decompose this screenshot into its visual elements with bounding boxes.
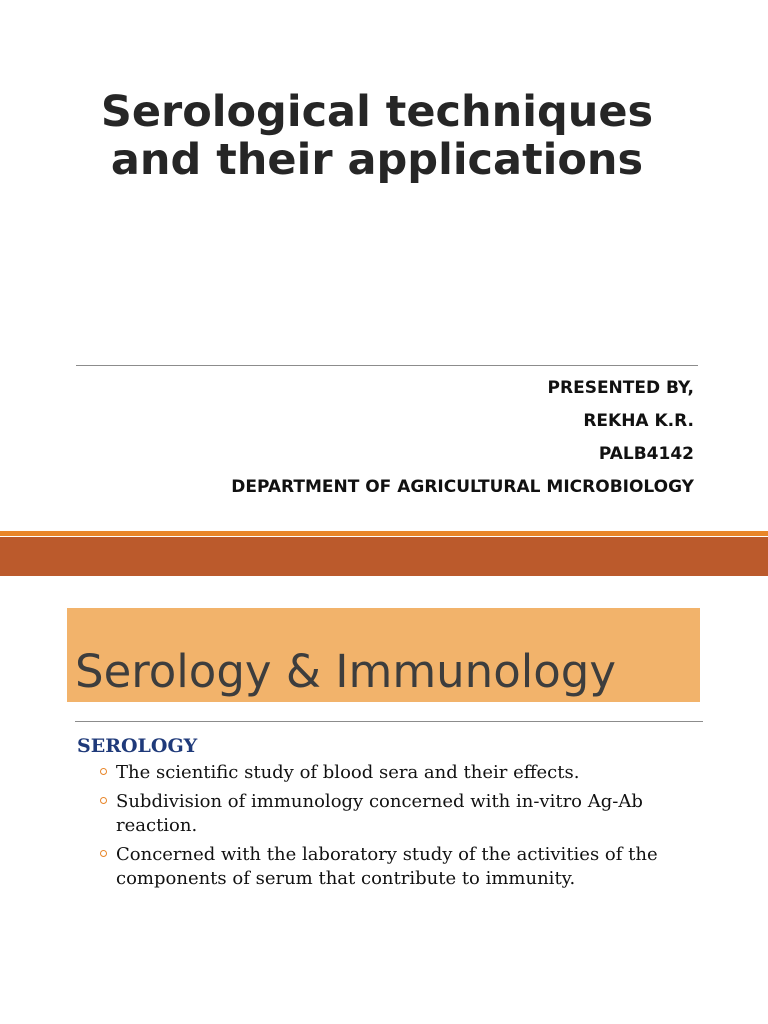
list-item	[98, 790, 658, 838]
section-heading: SEROLOGY	[77, 735, 198, 757]
presented-by-label: PRESENTED BY,	[547, 378, 694, 398]
slide-title: Serology & Immunology	[75, 645, 616, 698]
list-item-text: Concerned with the laboratory study of the activities of the components of serum that contribute to immunity.	[116, 844, 658, 889]
accent-bar-thin	[0, 531, 768, 536]
list-item-text: The scientific study of blood sera and their effects.	[116, 762, 580, 783]
hollow-circle-bullet-icon	[100, 850, 107, 857]
presenter-info	[231, 376, 694, 508]
hollow-circle-bullet-icon	[100, 768, 107, 775]
presentation-title-line-1: Serological techniques	[100, 87, 654, 137]
accent-bar-thick	[0, 537, 768, 576]
content-slide	[0, 576, 768, 1024]
title-divider	[76, 365, 698, 366]
presentation-title-line-2: and their applications	[110, 135, 644, 185]
bullet-list	[98, 761, 658, 896]
list-item	[98, 761, 658, 785]
presentation-title	[40, 88, 714, 184]
slide-title-box	[67, 608, 700, 702]
department-name: DEPARTMENT OF AGRICULTURAL MICROBIOLOGY	[231, 477, 694, 497]
presenter-id: PALB4142	[598, 444, 694, 464]
list-item	[98, 843, 658, 891]
slide-title-divider	[75, 721, 703, 722]
list-item-text: Subdivision of immunology concerned with in-vitro Ag-Ab reaction.	[116, 791, 643, 836]
hollow-circle-bullet-icon	[100, 797, 107, 804]
presenter-name: REKHA K.R.	[583, 411, 694, 431]
